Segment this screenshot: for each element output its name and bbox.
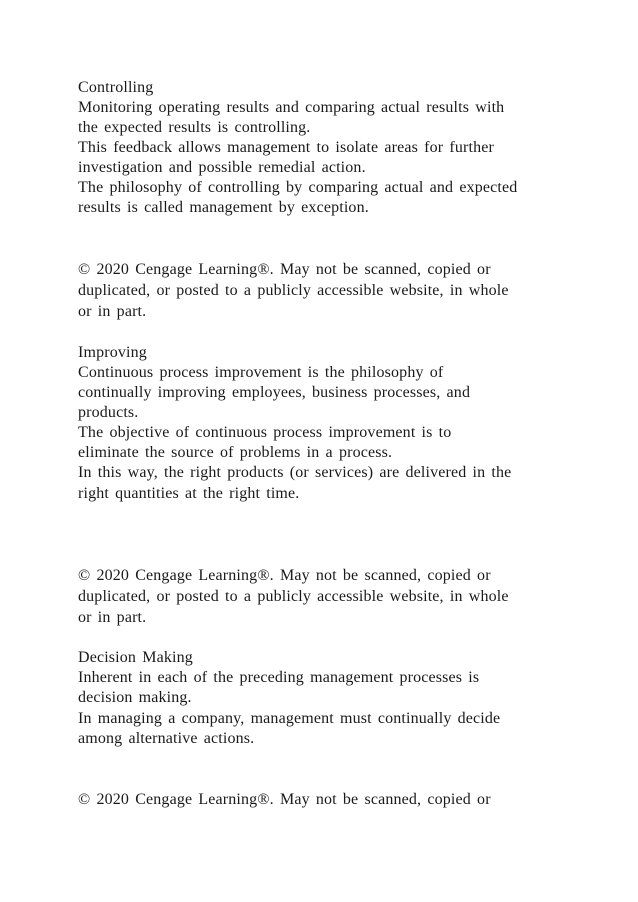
section-heading-controlling: Controlling [78,79,154,96]
paragraph-line: Inherent in each of the preceding management processes is [78,669,480,686]
paragraph-line: This feedback allows management to isolate areas for further [78,139,494,156]
paragraph-line: Monitoring operating results and comparing actual results with [78,99,505,116]
paragraph-line: eliminate the source of problems in a process. [78,444,393,461]
copyright-line: © 2020 Cengage Learning®. May not be scanned, copied or [78,791,491,808]
copyright-line: or in part. [78,609,147,626]
paragraph-line: products. [78,404,139,421]
paragraph-line: decision making. [78,689,192,706]
copyright-line: duplicated, or posted to a publicly accessible website, in whole [78,588,509,605]
paragraph-line: continually improving employees, business processes, and [78,384,471,401]
copyright-line: © 2020 Cengage Learning®. May not be scanned, copied or [78,261,491,278]
paragraph-line: In managing a company, management must continually decide [78,710,501,727]
paragraph-line: results is called management by exception. [78,199,369,216]
section-heading-improving: Improving [78,344,147,361]
paragraph-line: In this way, the right products (or services) are delivered in the [78,464,512,481]
copyright-line: © 2020 Cengage Learning®. May not be scanned, copied or [78,567,491,584]
copyright-line: duplicated, or posted to a publicly accessible website, in whole [78,282,509,299]
paragraph-line: Continuous process improvement is the philosophy of [78,364,444,381]
section-heading-decision-making: Decision Making [78,649,193,666]
paragraph-line: The philosophy of controlling by comparing actual and expected [78,179,518,196]
copyright-line: or in part. [78,303,147,320]
paragraph-line: among alternative actions. [78,730,255,747]
paragraph-line: investigation and possible remedial action. [78,159,366,176]
paragraph-line: right quantities at the right time. [78,485,300,502]
paragraph-line: The objective of continuous process improvement is to [78,424,452,441]
paragraph-line: the expected results is controlling. [78,119,311,136]
